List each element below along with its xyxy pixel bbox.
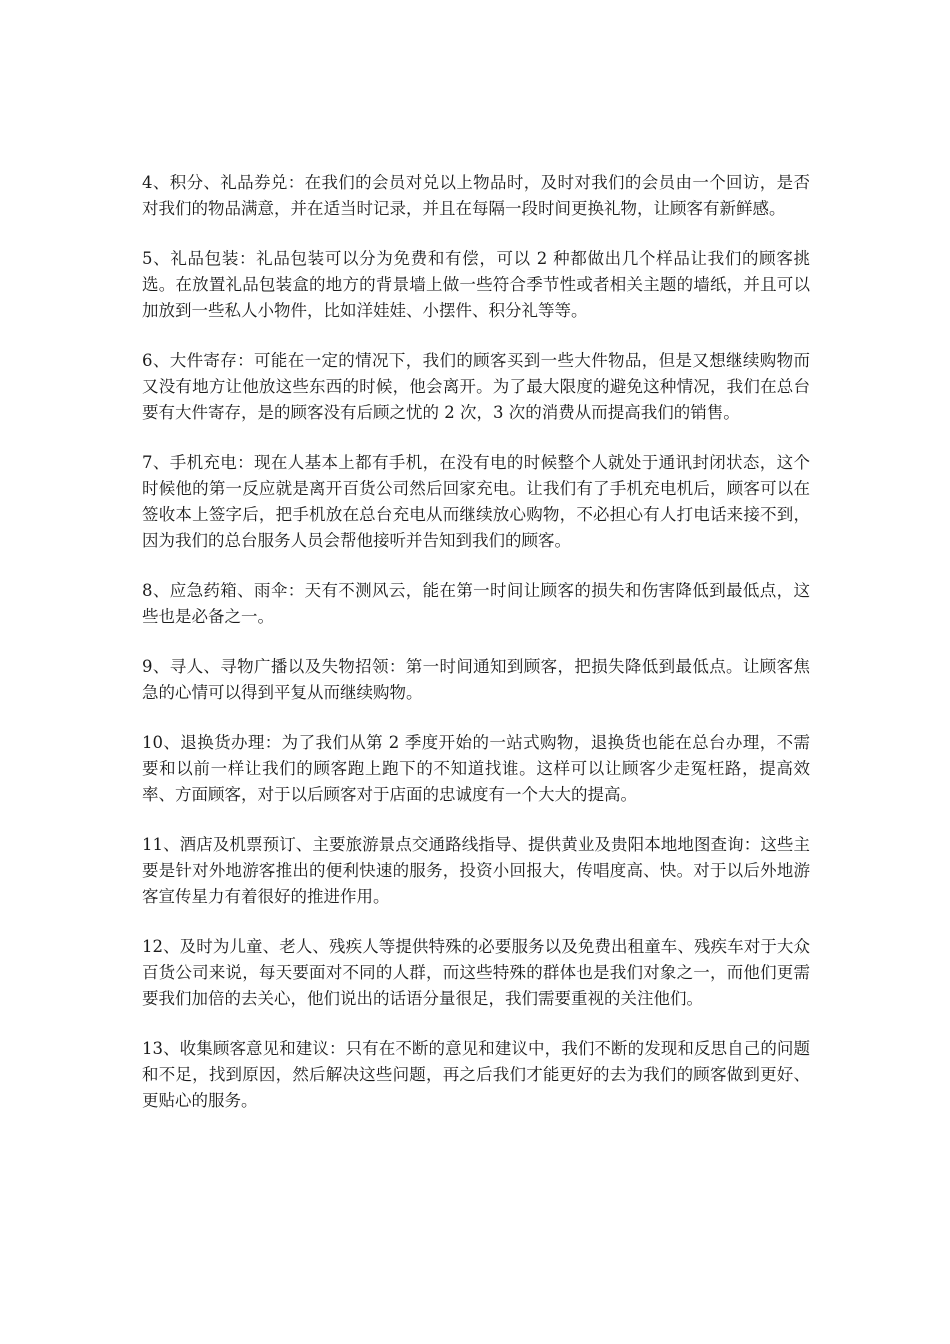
paragraph-points-gift-voucher: 4、积分、礼品券兑：在我们的会员对兑以上物品时，及时对我们的会员由一个回访，是否对我们的物品满意，并在适当时记录，并且在每隔一段时间更换礼物，让顾客有新鲜感。 <box>142 173 810 218</box>
paragraph-first-aid-umbrella: 8、应急药箱、雨伞：天有不测风云，能在第一时间让顾客的损失和伤害降低到最低点，这些也是必备之一。 <box>142 581 810 626</box>
paragraph-special-services: 12、及时为儿童、老人、残疾人等提供特殊的必要服务以及免费出租童车、残疾车对于大众百货公司来说，每天要面对不同的人群，而这些特殊的群体也是我们对象之一，而他们更需要我们加倍的去关心，他们说出的话语分量很足，我们需要重视的关注他们。 <box>142 937 810 1008</box>
document-body <box>142 170 810 1138</box>
paragraph-large-item-storage: 6、大件寄存：可能在一定的情况下，我们的顾客买到一些大件物品，但是又想继续购物而又没有地方让他放这些东西的时候，他会离开。为了最大限度的避免这种情况，我们在总台要有大件寄存，是的顾客没有后顾之忧的 2 次，3 次的消费从而提高我们的销售。 <box>142 351 810 422</box>
paragraph-gift-wrapping: 5、礼品包装：礼品包装可以分为免费和有偿，可以 2 种都做出几个样品让我们的顾客挑选。在放置礼品包装盒的地方的背景墙上做一些符合季节性或者相关主题的墙纸，并且可以加放到一些私人小物件，比如洋娃娃、小摆件、积分礼等等。 <box>142 249 810 320</box>
paragraph-returns-exchanges: 10、退换货办理：为了我们从第 2 季度开始的一站式购物，退换货也能在总台办理，不需要和以前一样让我们的顾客跑上跑下的不知道找谁。这样可以让顾客少走冤枉路，提高效率、方面顾客，对于以后顾客对于店面的忠诚度有一个大大的提高。 <box>142 733 810 804</box>
paragraph-lost-and-found: 9、寻人、寻物广播以及失物招领：第一时间通知到顾客，把损失降低到最低点。让顾客焦急的心情可以得到平复从而继续购物。 <box>142 657 810 702</box>
paragraph-travel-booking: 11、酒店及机票预订、主要旅游景点交通路线指导、提供黄业及贵阳本地地图查询：这些主要是针对外地游客推出的便利快速的服务，投资小回报大，传唱度高、快。对于以后外地游客宣传星力有着很好的推进作用。 <box>142 835 810 906</box>
paragraph-phone-charging: 7、手机充电：现在人基本上都有手机，在没有电的时候整个人就处于通讯封闭状态，这个时候他的第一反应就是离开百货公司然后回家充电。让我们有了手机充电机后，顾客可以在签收本上签字后，把手机放在总台充电从而继续放心购物，不必担心有人打电话来接不到，因为我们的总台服务人员会帮他接听并告知到我们的顾客。 <box>142 453 810 550</box>
paragraph-customer-feedback: 13、收集顾客意见和建议：只有在不断的意见和建议中，我们不断的发现和反思自己的问题和不足，找到原因，然后解决这些问题，再之后我们才能更好的去为我们的顾客做到更好、更贴心的服务。 <box>142 1039 810 1110</box>
